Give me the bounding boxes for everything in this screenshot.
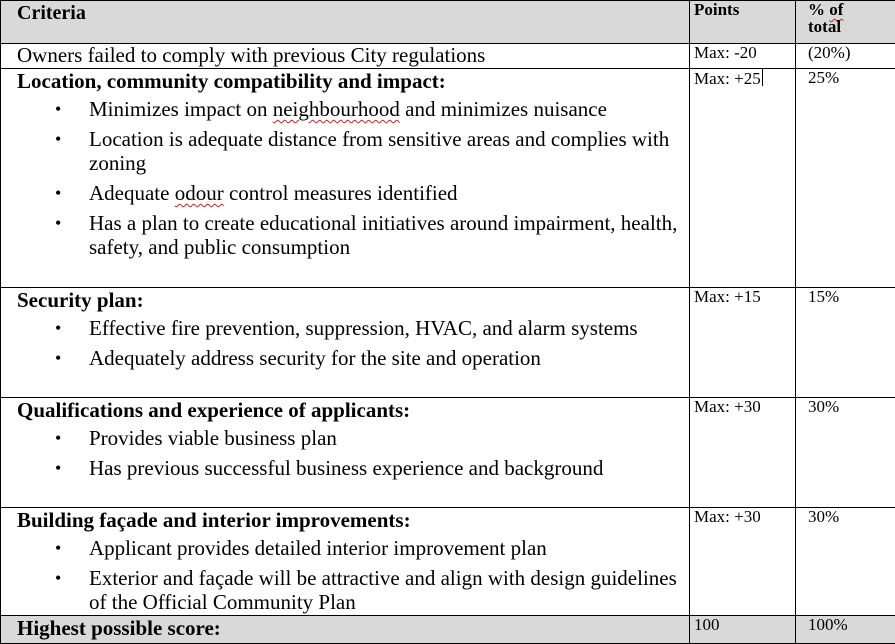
points-cell [690,507,796,615]
bullet-icon: • [55,318,62,339]
table-row-building [1,507,895,615]
bullet-list [17,316,689,370]
list-item: • Adequate odour control measures identified [55,181,458,206]
percent-cell [796,44,895,69]
bullet-icon: • [55,213,62,234]
bullet-icon: • [55,567,62,588]
list-item: • Applicant provides detailed interior improvement plan [55,535,547,560]
list-item: • Has a plan to create educational initiatives around impairment, health, safety, and public consumption [55,211,678,260]
row-percent: 30% [808,507,840,526]
table-row-location [1,69,895,288]
row-points: Max: +15 [694,287,761,307]
percent-cell [796,69,895,288]
criteria-cell [1,69,690,288]
list-item: • Exterior and façade will be attractive and align with design guidelines of the Official Community Plan [55,565,677,614]
total-percent: 100% [808,615,848,634]
percent-header-cell [796,1,895,44]
criteria-cell [1,288,690,397]
table-row-security [1,288,895,397]
bullet-icon: • [55,427,62,448]
bullet-icon: • [55,183,62,204]
percent-cell [796,397,895,507]
percent-cell [796,288,895,397]
total-points: 100 [694,615,720,634]
row-percent: 15% [808,287,840,307]
total-points-cell [690,615,796,643]
table-row-total [1,615,895,643]
bullet-icon: • [55,348,62,369]
points-cell [690,288,796,397]
points-cell [690,69,796,288]
bullet-icon: • [55,457,62,478]
total-title: Highest possible score: [17,615,221,640]
table-row-noncompliance [1,44,895,69]
row-title: Building façade and interior improvements: [17,507,411,532]
row-title: Security plan: [17,288,144,313]
total-title-cell [1,615,690,643]
list-item: • Location is adequate distance from sensitive areas and complies with zoning [55,127,670,176]
row-points: Max: +30 [694,397,761,416]
list-item: • Effective fire prevention, suppression, HVAC, and alarm systems [55,316,638,341]
row-percent: 30% [808,397,840,416]
row-percent: (20%) [808,43,851,63]
points-cell [690,44,796,69]
text-cursor [762,69,763,86]
row-title: Qualifications and experience of applicants: [17,397,411,422]
points-header-cell [690,1,796,44]
percent-header-line1: % of [808,0,844,19]
row-points: Max: -20 [694,43,757,63]
row-title: Owners failed to comply with previous City regulations [17,43,486,68]
row-percent: 25% [808,68,840,88]
table-header-row [1,1,895,44]
points-cell [690,397,796,507]
bullet-list [17,536,689,614]
table-row-qualifications [1,397,895,507]
row-title: Location, community compatibility and impact: [17,69,446,94]
bullet-icon: • [55,129,62,150]
criteria-header-cell [1,1,690,44]
total-percent-cell [796,615,895,643]
row-points: Max: +30 [694,507,761,526]
list-item: • Minimizes impact on neighbourhood and minimizes nuisance [55,97,607,122]
percent-header-line2: total [808,17,842,36]
percent-cell [796,507,895,615]
list-item: • Has previous successful business experience and background [55,455,604,480]
percent-header [808,1,895,35]
list-item: • Provides viable business plan [55,425,337,450]
bullet-list [17,97,689,259]
criteria-header: Criteria [17,2,86,24]
bullet-icon: • [55,537,62,558]
row-points: Max: +25 [694,69,761,89]
criteria-cell [1,397,690,507]
criteria-cell [1,507,690,615]
list-item: • Adequately address security for the site and operation [55,346,541,371]
criteria-cell [1,44,690,69]
bullet-list [17,426,689,480]
points-header: Points [694,0,740,19]
bullet-icon: • [55,99,62,120]
